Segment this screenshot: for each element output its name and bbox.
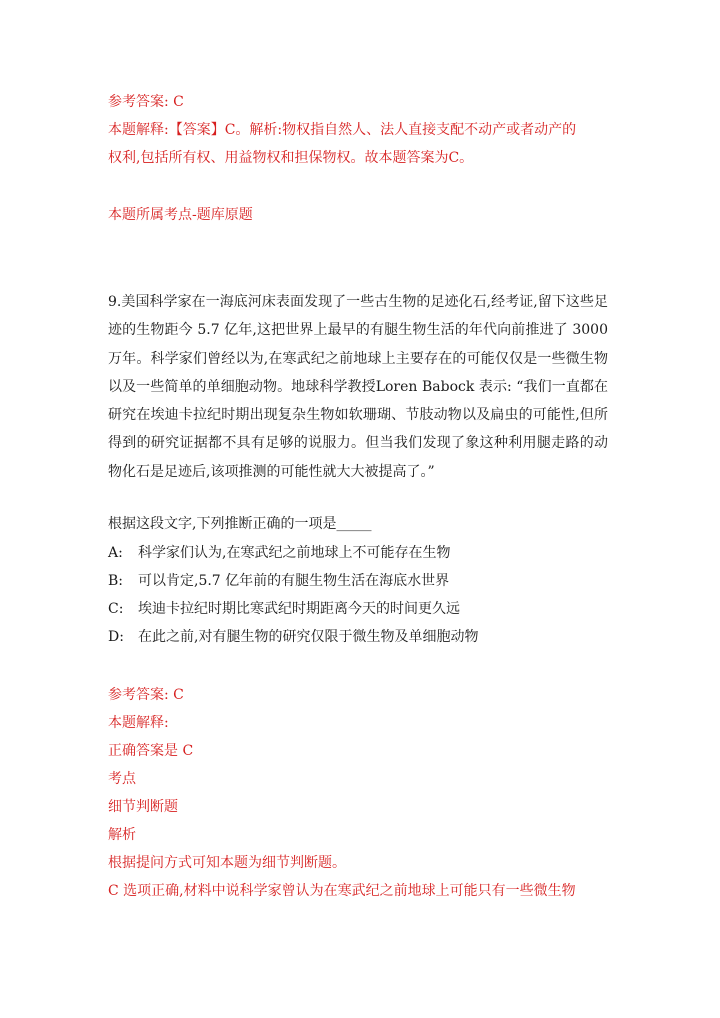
jiexi-line-2: C 选项正确,材料中说科学家曾认为在寒武纪之前地球上可能只有一些微生物 [108,883,576,899]
option-b-text: 可以肯定,5.7 亿年前的有腿生物生活在海底水世界 [138,573,450,589]
option-c-text: 埃迪卡拉纪时期比寒武纪时期距离今天的时间更久远 [138,601,460,617]
option-d-key: D: [108,629,124,645]
option-c [108,599,460,619]
prev-source-line: 本题所属考点-题库原题 [108,207,253,223]
option-b [108,571,449,591]
jiexi-label: 解析 [108,827,136,843]
option-c-key: C: [108,601,124,617]
explanation-label: 本题解释: [108,715,169,731]
answer-line: 参考答案: C [108,687,184,703]
prev-explanation-line-2: 权利,包括所有权、用益物权和担保物权。故本题答案为C。 [108,150,474,166]
kaodian-value: 细节判断题 [108,799,178,815]
option-b-key: B: [108,573,124,589]
prev-answer-line: 参考答案: C [108,94,184,110]
option-a [108,543,450,563]
correct-answer-line: 正确答案是 C [108,743,194,759]
prev-explanation-line-1: 本题解释:【答案】C。解析:物权指自然人、法人直接支配不动产或者动产的 [108,122,577,138]
option-d-text: 在此之前,对有腿生物的研究仅限于微生物及单细胞动物 [138,629,479,645]
question-text: 9.美国科学家在一海底河床表面发现了一些古生物的足迹化石,经考证,留下这些足迹的生物距今 5.7 亿年,这把世界上最早的有腿生物生活的年代向前推进了 3000 万年。科学家们曾经以为,在寒武纪之前地球上主要存在的可能仅仅是一些微生物以及一些简单的单细胞动物。地球科学教授Loren Babock 表示: “我们一直都在研究在埃迪卡拉纪时期出现复杂生物如软珊瑚、节肢动物以及扁虫的可能性,但所得到的研究证据都不具有足够的说服力。但当我们发现了象这种利用腿走路的动物化石是足迹后,该项推测的可能性就大大被提高了。” [108,294,608,480]
question-prompt: 根据这段文字,下列推断正确的一项是_____ [108,516,372,532]
kaodian-label: 考点 [108,771,136,787]
option-d [108,627,478,647]
option-a-key: A: [108,545,123,561]
jiexi-line-1: 根据提问方式可知本题为细节判断题。 [108,855,346,871]
option-a-text: 科学家们认为,在寒武纪之前地球上不可能存在生物 [138,545,451,561]
